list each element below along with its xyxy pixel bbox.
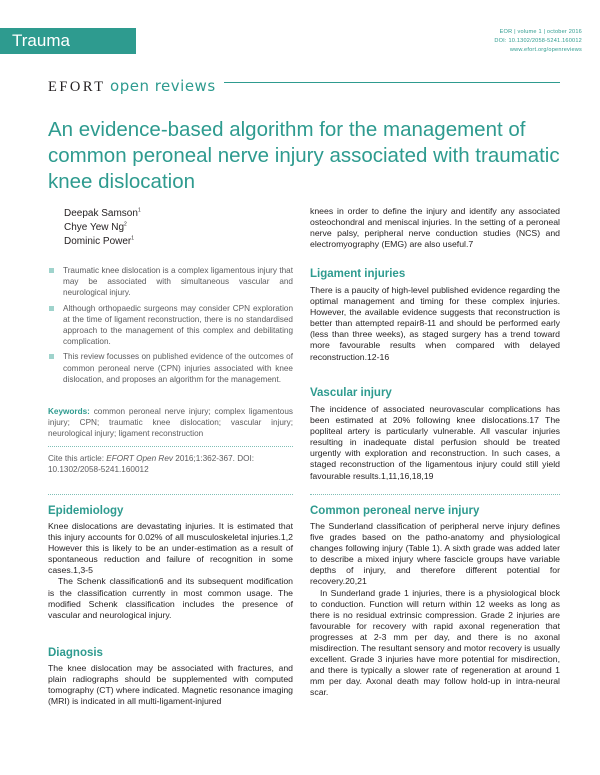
cpn-text bbox=[310, 521, 560, 699]
paragraph: There is a paucity of high-level published evidence regarding the optimal management and timing for these complex injuries. However, the available evidence suggests that reconstruction is better than attempted repair8-11 and should be performed early (less than three weeks), as staged surgery has a trend toward more favourable results when compared with delayed reconstruction.12-16 bbox=[310, 285, 560, 362]
paragraph: In Sunderland grade 1 injuries, there is a physiological block to conduction. Function will return within 12 weeks as long as there is no residual extrinsic compression. Grade 2 injuries are favourable for recovery with rapid axonal regeneration that progresses at 2-3 mm per day, and there is no axonal misdirection. The resultant sensory and motor recovery is usually excellent. Grade 3 injuries have more potential for misdirection, and there is typically a slower rate of regeneration at around 1 mm per day. Axonal death may follow hold-up in intra-neural scar. bbox=[310, 587, 560, 698]
section-tab: Trauma bbox=[0, 28, 136, 54]
paragraph: The incidence of associated neurovascular complications has been estimated at 20% following knee dislocations.17 The popliteal artery is particularly vulnerable. All vascular injuries resulting in inadequate distal perfusion should be treated urgently with exploration and reconstruction. In such cases, a staged reconstruction of the ligamentous injury could still yield favourable results.1,11,16,18,19 bbox=[310, 404, 560, 481]
key-point: This review focusses on published evidence of the outcomes of common peroneal nerve (CPN) injuries associated with knee dislocation, and proposes an algorithm for the management. bbox=[48, 351, 293, 385]
heading-ligament-injuries: Ligament injuries bbox=[310, 268, 406, 280]
key-point: Traumatic knee dislocation is a complex ligamentous injury that may be associated with simultaneous vascular and neurological injury. bbox=[48, 265, 293, 299]
author: Dominic Power$^1$ bbox=[64, 235, 135, 247]
key-points bbox=[48, 265, 293, 389]
journal-meta-line1: EOR | volume 1 | october 2016 bbox=[499, 29, 582, 35]
bullet-square-icon bbox=[49, 354, 54, 359]
author: Deepak Samson$^1$ bbox=[64, 207, 141, 219]
paragraph: The knee dislocation may be associated with fractures, and plain radiographs should be supplemented with computed tomography (CT) where indicated. Magnetic resonance imaging (MRI) is indicated in all multi-ligament-injured bbox=[48, 663, 293, 707]
heading-common-peroneal-nerve-injury: Common peroneal nerve injury bbox=[310, 505, 480, 517]
bullet-square-icon bbox=[49, 268, 54, 273]
author: Chye Yew Ng$^2$ bbox=[64, 221, 127, 233]
logo-efort: EFORT bbox=[48, 79, 106, 95]
heading-epidemiology: Epidemiology bbox=[48, 505, 124, 517]
divider bbox=[48, 446, 293, 447]
key-point: Although orthopaedic surgeons may consider CPN exploration at the time of ligament reconstruction, there is no standardised approach to the management of this complex and debilitating complication. bbox=[48, 303, 293, 348]
bullet-square-icon bbox=[49, 306, 54, 311]
epidemiology-text bbox=[48, 521, 293, 621]
paragraph: The Sunderland classification of peripheral nerve injury defines five grades based on the patho-anatomy and physiological changes following injury (Table 1). A sixth grade was added later to describe a mixed injury where fascicle groups have variable depths of injury, and therefore different potential for recovery.20,21 bbox=[310, 521, 560, 587]
diagnosis-text bbox=[48, 663, 293, 707]
diagnosis-continued-text bbox=[310, 206, 560, 250]
citation: Cite this article: EFORT Open Rev 2016;1:362-367. DOI: 10.1302/2058-5241.160012 bbox=[48, 454, 255, 475]
vascular-text bbox=[310, 404, 560, 482]
journal-logo bbox=[48, 77, 224, 96]
ligament-text bbox=[310, 285, 560, 363]
keywords-label: Keywords: bbox=[48, 407, 90, 416]
keywords-text: common peroneal nerve injury; complex ligamentous injury; CPN; traumatic knee dislocation; vascular injury; neurological injury; ligament reconstruction bbox=[48, 407, 293, 439]
article-title: An evidence-based algorithm for the management of common peroneal nerve injury associated with traumatic knee dislocation bbox=[48, 118, 560, 193]
journal-url: www.efort.org/openreviews bbox=[509, 47, 582, 53]
logo-open-reviews: open reviews bbox=[110, 77, 216, 95]
heading-vascular-injury: Vascular injury bbox=[310, 387, 392, 399]
author-list bbox=[64, 207, 141, 249]
paragraph: The Schenk classification6 and its subsequent modification is the classification currently in most common usage. The modified Schenk classification includes the presence of vascular and neurological injury. bbox=[48, 576, 293, 620]
paragraph: Knee dislocations are devastating injuries. It is estimated that this injury accounts for 0.02% of all musculoskeletal injuries.1,2 However this is likely to be an under-estimation as a result of spontaneous reduction and failure of recognition in some cases.1,3-5 bbox=[48, 521, 293, 576]
journal-doi: DOI: 10.1302/2058-5241.160012 bbox=[494, 38, 582, 44]
divider bbox=[310, 494, 560, 495]
heading-diagnosis: Diagnosis bbox=[48, 647, 103, 659]
divider bbox=[48, 494, 293, 495]
keywords bbox=[48, 406, 293, 440]
paragraph: knees in order to define the injury and identify any associated osteochondral and meniscal injuries. In the setting of a peroneal nerve palsy, peripheral nerve conduction studies (NCS) and electromyography (EMG) are also useful.7 bbox=[310, 206, 560, 250]
